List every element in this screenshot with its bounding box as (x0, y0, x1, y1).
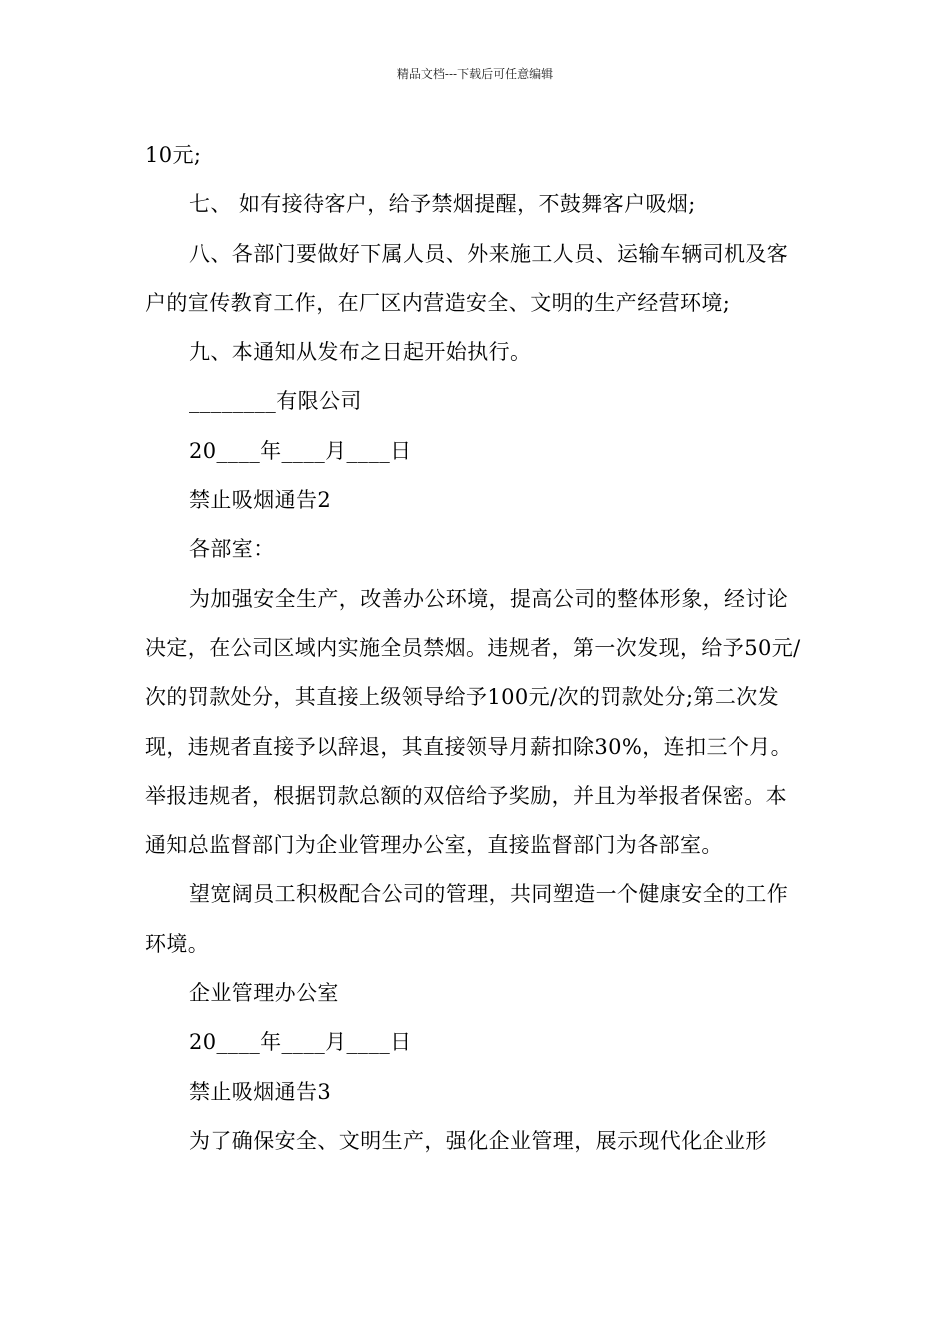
paragraph: 为了确保安全、文明生产，强化企业管理，展示现代化企业形 (189, 1128, 767, 1153)
paragraph: 望宽阔员工积极配合公司的管理，共同塑造一个健康安全的工作环境。 (145, 882, 789, 956)
salutation: 各部室： (189, 537, 275, 562)
paragraph: 七、 如有接待客户，给予禁烟提醒，不鼓舞客户吸烟; (189, 192, 696, 217)
office-signature: 企业管理办公室 (189, 981, 339, 1006)
company-signature: ________有限公司 (189, 389, 362, 414)
date-line: 20____年____月____日 (189, 438, 412, 463)
section-title: 禁止吸烟通告2 (189, 488, 332, 513)
date-line: 20____年____月____日 (189, 1030, 412, 1055)
section-title: 禁止吸烟通告3 (189, 1079, 332, 1104)
page-header: 精品文档---下载后可任意编辑 (396, 67, 554, 81)
paragraph: 九、本通知从发布之日起开始执行。 (189, 340, 532, 365)
paragraph: 为加强安全生产，改善办公环境，提高公司的整体形象，经讨论决定，在公司区域内实施全员禁烟。违规者，第一次发现，给予50元/次的罚款处分，其直接上级领导给予100元/次的罚款处分;第二次发现，违规者直接予以辞退，其直接领导月薪扣除30%，连扣三个月。举报违规者，根据罚款总额的双倍给予奖励，并且为举报者保密。本通知总监督部门为企业管理办公室，直接监督部门为各部室。 (145, 586, 801, 858)
document-body (145, 131, 807, 1166)
paragraph: 10元; (145, 143, 202, 167)
paragraph: 八、各部门要做好下属人员、外来施工人员、运输车辆司机及客户的宣传教育工作，在厂区内营造安全、文明的生产经营环境; (145, 241, 789, 315)
